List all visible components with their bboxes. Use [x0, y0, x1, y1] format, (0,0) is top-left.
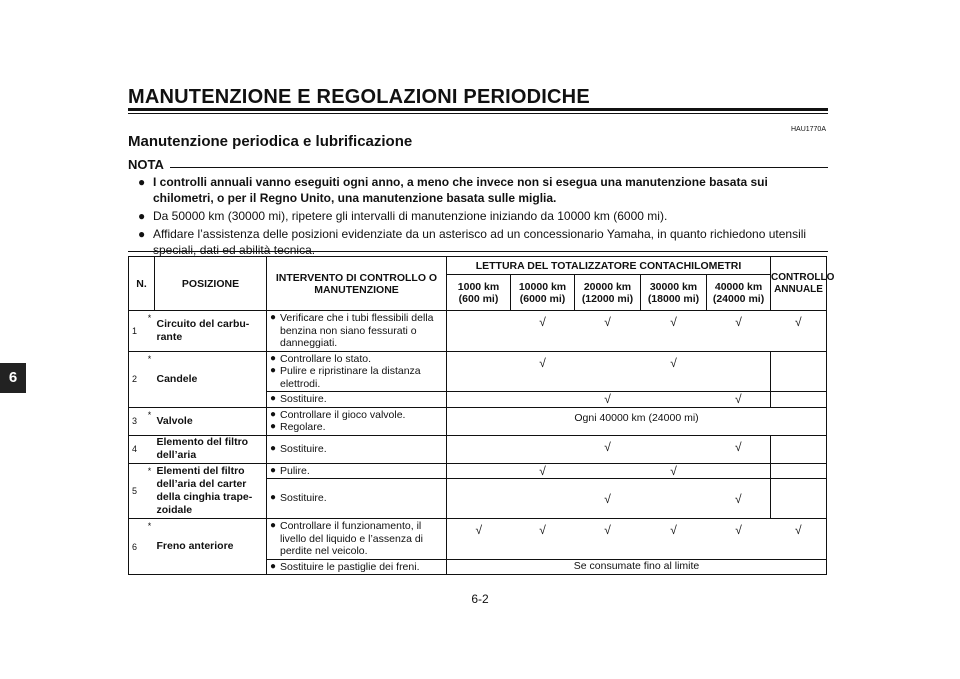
check-cell	[575, 351, 641, 392]
bullet-icon: ●	[270, 312, 277, 323]
check-cell: √	[707, 479, 771, 519]
row-number: 2	[129, 351, 145, 407]
bullet-icon: ●	[270, 352, 277, 364]
row-asterisk: *	[145, 351, 155, 407]
bullet-icon: ●	[270, 393, 277, 404]
check-cell: √	[511, 463, 575, 479]
chapter-tab: 6	[0, 363, 26, 393]
check-cell: √	[575, 435, 641, 463]
check-cell: √	[707, 311, 771, 352]
page-title: MANUTENZIONE E REGOLAZIONI PERIODICHE	[128, 86, 590, 108]
row-position: Elemento del filtro dell’aria	[155, 435, 267, 463]
check-cell: √	[447, 519, 511, 560]
row-asterisk: *	[145, 519, 155, 575]
bullet-icon: ●	[270, 442, 277, 454]
nota-rule	[170, 167, 828, 168]
nota-label: NOTA	[128, 157, 164, 172]
check-cell	[707, 351, 771, 392]
nota-item-text: Da 50000 km (30000 mi), ripetere gli intervalli di manutenzione iniziando da 10000 km (6000 mi).	[153, 209, 668, 223]
check-cell	[707, 463, 771, 479]
row-actions: ● Controllare lo stato. ● Pulire e ripristinare la distanza elettrodi.	[267, 351, 447, 392]
row-number: 1	[129, 311, 145, 352]
nota-item-text: Affidare l’assistenza delle posizioni evidenziate da un asterisco ad un concessionario Yamaha, in quanto richiedono utensili speciali, dati ed abilità tecnica.	[153, 227, 807, 257]
bullet-icon: ●	[270, 421, 277, 432]
nota-item	[138, 226, 828, 258]
table-row	[129, 519, 827, 560]
check-cell	[771, 463, 827, 479]
row-actions: ● Verificare che i tubi flessibili della benzina non siano fessurati o danneggiati.	[267, 311, 447, 352]
check-cell	[511, 435, 575, 463]
check-cell: √	[575, 392, 641, 408]
row-actions: ● Sostituire.	[267, 392, 447, 408]
row-actions: ● Pulire.	[267, 463, 447, 479]
bullet-icon: ●	[270, 464, 277, 476]
header-position: POSIZIONE	[155, 257, 267, 311]
bullet-icon: ●	[270, 365, 277, 376]
check-cell: √	[771, 311, 827, 352]
row-asterisk: *	[145, 407, 155, 435]
table-row	[129, 463, 827, 479]
check-cell	[447, 479, 511, 519]
check-cell	[511, 392, 575, 408]
check-cell: √	[641, 463, 707, 479]
title-rule	[128, 108, 828, 111]
header-km-col: 40000 km (24000 mi)	[707, 275, 771, 311]
check-cell: √	[707, 435, 771, 463]
nota-item	[138, 174, 828, 206]
check-cell: √	[575, 479, 641, 519]
check-cell: √	[511, 519, 575, 560]
section-title: Manutenzione periodica e lubrificazione	[128, 133, 413, 150]
check-cell	[771, 479, 827, 519]
check-cell: √	[641, 519, 707, 560]
row-position: Valvole	[155, 407, 267, 435]
row-position: Circuito del carbu-rante	[155, 311, 267, 352]
bullet-icon: ●	[270, 408, 277, 420]
header-n: N.	[129, 257, 155, 311]
row-number: 6	[129, 519, 145, 575]
check-cell	[641, 479, 707, 519]
row-asterisk: *	[145, 311, 155, 352]
row-position: Elementi del filtro dell’aria del carter della cinghia trape-zoidale	[155, 463, 267, 519]
table-row	[129, 311, 827, 352]
bullet-icon: ●	[270, 520, 277, 531]
maintenance-table	[128, 256, 835, 575]
check-cell: √	[707, 519, 771, 560]
check-cell	[771, 392, 827, 408]
title-rule-thin	[128, 113, 828, 114]
check-cell	[771, 435, 827, 463]
check-cell: √	[641, 311, 707, 352]
bullet-icon: ●	[138, 209, 146, 223]
row-position: Freno anteriore	[155, 519, 267, 575]
check-cell: √	[511, 351, 575, 392]
check-cell: √	[771, 519, 827, 560]
table-row	[129, 407, 827, 435]
nota-end-rule	[128, 251, 828, 252]
nota-item-text: I controlli annuali vanno eseguiti ogni anno, a meno che invece non si esegua una manutenzione basata sui chilometri, o per il Regno Unito, una manutenzione basata sulle miglia.	[153, 175, 768, 205]
interval-note: Ogni 40000 km (24000 mi)	[447, 407, 827, 435]
check-cell: √	[575, 311, 641, 352]
row-asterisk	[145, 435, 155, 463]
row-number: 3	[129, 407, 145, 435]
row-actions: ● Controllare il funzionamento, il livello del liquido e l’assenza di perdite nel veicolo.	[267, 519, 447, 560]
row-number: 4	[129, 435, 145, 463]
row-number: 5	[129, 463, 145, 519]
table-row	[129, 435, 827, 463]
check-cell	[641, 435, 707, 463]
check-cell	[771, 351, 827, 392]
check-cell: √	[575, 519, 641, 560]
header-km-col: 20000 km (12000 mi)	[575, 275, 641, 311]
bullet-icon: ●	[270, 560, 277, 572]
check-cell	[447, 463, 511, 479]
bullet-icon: ●	[270, 492, 277, 504]
nota-list	[138, 174, 828, 260]
check-cell: √	[641, 351, 707, 392]
bullet-icon: ●	[138, 227, 146, 241]
document-code: HAU1770A	[790, 126, 826, 133]
header-km-col: 1000 km (600 mi)	[447, 275, 511, 311]
row-asterisk: *	[145, 463, 155, 519]
check-cell	[447, 311, 511, 352]
header-row	[129, 257, 827, 275]
row-actions: ● Sostituire.	[267, 435, 447, 463]
check-cell	[575, 463, 641, 479]
interval-note: Se consumate fino al limite	[447, 559, 827, 575]
header-km-col: 10000 km (6000 mi)	[511, 275, 575, 311]
header-annual: CONTROLLO ANNUALE	[771, 257, 827, 311]
header-km-col: 30000 km (18000 mi)	[641, 275, 707, 311]
check-cell	[511, 479, 575, 519]
row-position: Candele	[155, 351, 267, 407]
page-number: 6-2	[471, 592, 489, 606]
check-cell: √	[511, 311, 575, 352]
check-cell	[641, 392, 707, 408]
table-row	[129, 351, 827, 392]
check-cell	[447, 392, 511, 408]
check-cell	[447, 435, 511, 463]
bullet-icon: ●	[138, 175, 146, 189]
check-cell	[447, 351, 511, 392]
row-actions: ● Sostituire.	[267, 479, 447, 519]
nota-item	[138, 208, 828, 224]
check-cell: √	[707, 392, 771, 408]
header-odometer: LETTURA DEL TOTALIZZATORE CONTACHILOMETRI	[447, 257, 771, 275]
row-actions: ● Controllare il gioco valvole. ● Regolare.	[267, 407, 447, 435]
row-actions: ● Sostituire le pastiglie dei freni.	[267, 559, 447, 575]
header-intervention: INTERVENTO DI CONTROLLO O MANUTENZIONE	[267, 257, 447, 311]
